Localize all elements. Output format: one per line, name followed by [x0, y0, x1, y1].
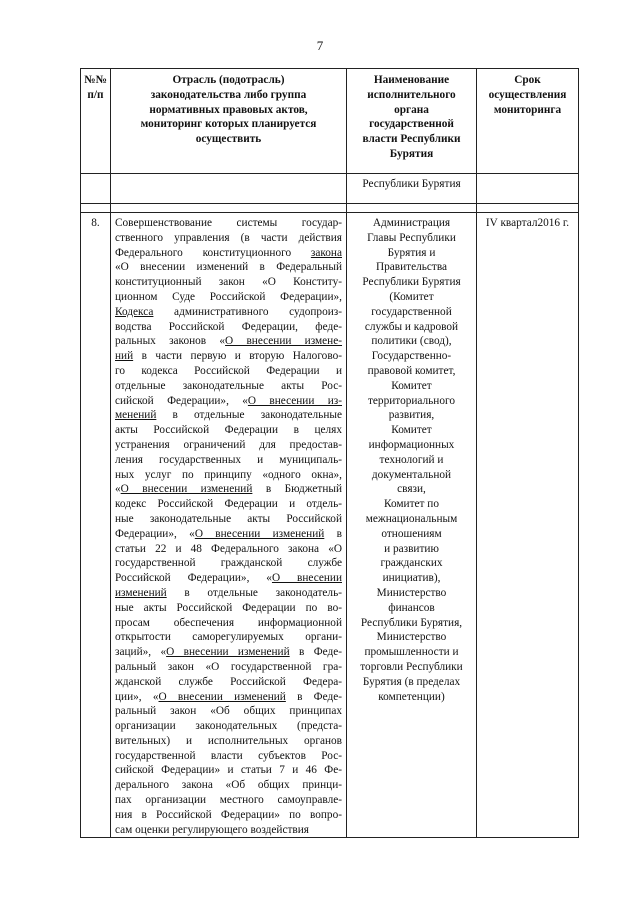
legislation-text-line: ний в части первую и вторую Налогово- — [115, 350, 342, 363]
legislation-text-line: открытости саморегулируемых органи- — [115, 631, 342, 644]
header-org: Наименование исполнительного органа государственной власти Республики Бурятия — [347, 69, 477, 174]
legislation-area-cell — [111, 213, 347, 838]
monitoring-term-line: IV квартал — [485, 217, 538, 229]
header-term: Срок осуществления мониторинга — [477, 69, 579, 174]
legislation-text-line: Федерации», «О внесении изменений в — [115, 527, 342, 540]
legislation-text-line: изменений в отдельные законодатель- — [115, 586, 342, 599]
legislation-text-line: «О внесении изменений в Бюджетный — [115, 483, 342, 496]
legislation-text-line: ных услуг по принципу «одного окна», — [115, 468, 342, 481]
executive-body-line: промышленности и — [364, 646, 459, 659]
continuation-row — [81, 174, 579, 204]
legislation-text-line: сам оценки регулирующего воздействия — [115, 823, 310, 836]
executive-body-line: территориального — [367, 394, 456, 407]
legislation-text-line: вительных) и исполнительных органов — [115, 734, 342, 747]
executive-body-line: Администрация — [372, 217, 451, 229]
executive-body-line: государственной — [371, 305, 452, 318]
legislation-text-line: государственной гражданской службе — [115, 557, 342, 570]
legislation-text-line: Федерального конституционного закона — [115, 246, 342, 259]
executive-body-line: торговли Республики — [360, 660, 463, 673]
legislation-text-line: Совершенствование системы государ- — [115, 217, 342, 229]
executive-body-line: правовой комитет, — [367, 364, 456, 377]
executive-body-line: Республики Бурятия, — [360, 616, 463, 629]
executive-body-line: гражданских — [380, 557, 443, 570]
monitoring-term-cell — [477, 213, 579, 838]
legislation-text-line: акты Российской Федерации в целях — [115, 424, 342, 437]
executive-body-line: Комитет — [391, 424, 432, 437]
legislation-text-line: водства Российской Федерации, феде- — [115, 320, 342, 333]
legislation-text-line: отдельные законодательные акты Рос- — [115, 379, 342, 392]
header-area: Отрасль (подотрасль) законодательства либо группа нормативных правовых актов, мониторинг которых планируется осуществить — [111, 69, 347, 174]
executive-body-line: Правительства — [375, 261, 448, 274]
executive-body-line: инициатив), — [382, 572, 441, 585]
table-header-row — [81, 69, 579, 174]
executive-body-line: Бурятия (в пределах — [362, 675, 461, 688]
executive-body-line: документальной — [371, 468, 452, 481]
legislation-text-line: ные законодательные акты Российской — [115, 512, 342, 525]
executive-body-cell — [347, 213, 477, 838]
monitoring-plan-table — [80, 68, 579, 838]
spacer-row — [81, 204, 579, 213]
executive-body-line: технологий и — [379, 453, 444, 466]
executive-body-line: Главы Республики — [367, 231, 456, 244]
executive-body-line: Министерство — [376, 631, 447, 644]
legislation-text-line: сийской Федерации» и статьи 7 и 46 Фе- — [115, 764, 342, 777]
executive-body-line: политики (свод), — [371, 335, 452, 348]
legislation-text-line: пах организации местного самоуправле- — [115, 794, 342, 807]
legislation-text-line: сийской Федерации», «О внесении из- — [115, 394, 342, 407]
executive-body-line: финансов — [388, 601, 435, 614]
executive-body-line: и развитию — [384, 542, 439, 555]
legislation-text-line: ральный закон «О государственной гра- — [115, 660, 342, 673]
executive-body-line: связи, — [397, 483, 426, 496]
legislation-text-line: ральных законов «О внесении измене- — [115, 335, 343, 348]
legislation-text-line: статьи 22 и 48 Федерального закона «О — [115, 542, 342, 555]
table-row — [81, 213, 579, 838]
executive-body-line: Комитет — [391, 379, 432, 392]
legislation-text-line: государственной власти субъектов Рос- — [115, 749, 342, 762]
legislation-text-line: ления государственных и муниципаль- — [115, 453, 342, 466]
executive-body-line: Министерство — [376, 586, 447, 599]
executive-body-line: (Комитет — [389, 290, 434, 303]
page-number: 7 — [316, 38, 324, 53]
legislation-text-line: ственного управления (в части действия — [115, 231, 342, 244]
legislation-text-line: Российской Федерации», «О внесении — [115, 572, 342, 585]
legislation-text-line: ционном Суде Российской Федерации», — [115, 290, 342, 303]
legislation-text-line: заций», «О внесении изменений в Феде- — [115, 646, 343, 659]
legislation-text-line: жданской службе Российской Федера- — [115, 675, 342, 688]
executive-body-line: службы и кадровой — [364, 320, 459, 333]
legislation-text-line: организации законодательных (предста- — [115, 720, 342, 733]
executive-body-line: Республики Бурятия — [362, 276, 461, 289]
legislation-text-line: менений в отдельные законодательные — [115, 409, 342, 422]
legislation-text-line: ральный закон «Об общих принципах — [115, 705, 342, 718]
row-number: 8. — [81, 213, 111, 838]
legislation-text-line: ции», «О внесении изменений в Феде- — [115, 690, 342, 703]
executive-body-line: информационных — [368, 438, 455, 451]
legislation-text-line: дерального закона «Об общих принци- — [115, 779, 342, 792]
executive-body-line: Комитет по — [383, 498, 439, 511]
legislation-text-line: кодекс Российской Федерации и отдель- — [115, 498, 342, 511]
legislation-text-line: го кодекса Российской Федерации и — [115, 364, 342, 377]
executive-body-line: развития, — [388, 409, 435, 422]
legislation-text-line: «О внесении изменений в Федеральный — [115, 261, 342, 274]
legislation-text-line: ные акты Российской Федерации по во- — [115, 601, 342, 614]
legislation-text-line: просам обеспечения информационной — [115, 616, 342, 629]
monitoring-term-line: 2016 г. — [537, 217, 570, 229]
continuation-org: Республики Бурятия — [347, 174, 477, 204]
executive-body-line: отношениям — [381, 527, 442, 540]
executive-body-line: Бурятия и — [387, 246, 436, 259]
legislation-text-line: устранения ограничений для предостав- — [115, 438, 342, 451]
executive-body-line: компетенции) — [378, 690, 445, 703]
legislation-text-line: ния в Российской Федерации» по вопро- — [115, 808, 342, 821]
legislation-text-line: конституционный закон «О Конститу- — [115, 276, 342, 289]
header-num: №№ п/п — [81, 69, 111, 174]
executive-body-line: Государственно- — [371, 350, 452, 363]
executive-body-line: межнациональным — [365, 512, 458, 525]
legislation-text-line: Кодекса административного судопроиз- — [115, 305, 342, 318]
